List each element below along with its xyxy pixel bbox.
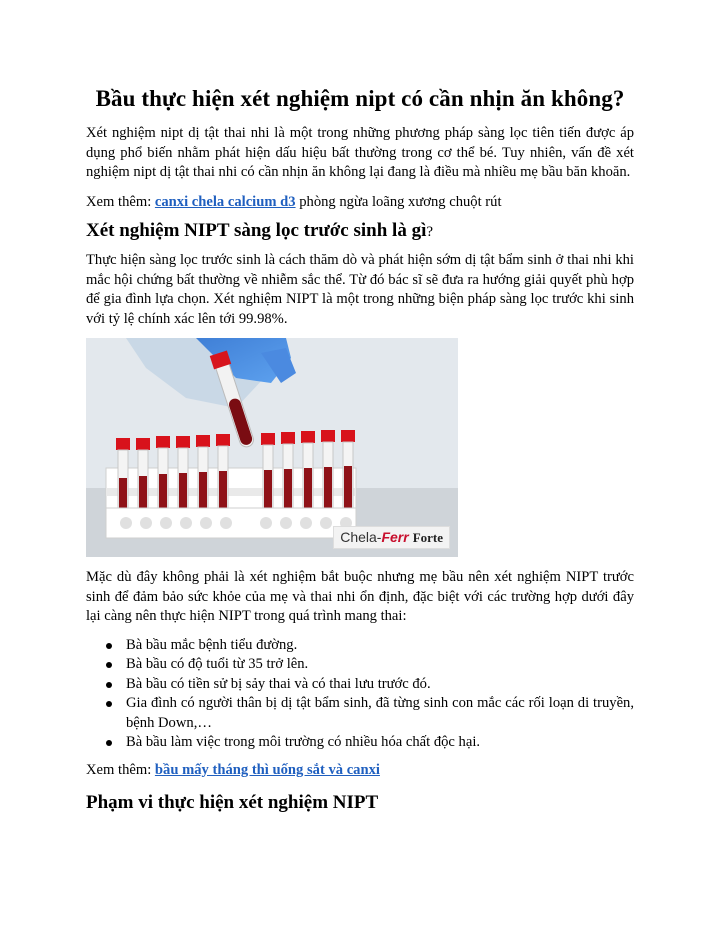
section-heading-nipt <box>86 218 634 245</box>
list-item: Bà bầu mắc bệnh tiểu đường. <box>126 636 634 656</box>
see-more-suffix: phòng ngừa loãng xương chuột rút <box>295 193 502 210</box>
section-heading-qmark: ? <box>426 224 434 240</box>
brand-watermark <box>333 526 450 549</box>
intro-paragraph: Xét nghiệm nipt dị tật thai nhi là một trong những phương pháp sàng lọc tiên tiến được áp dụng phổ biến nhằm phát hiện dấu hiệu bất thường trong cơ thể bé. Tuy nhiên, vấn đề xét nghiệm nipt dị tật thai nhi có cần nhịn ăn không lại đang là điều mà nhiều mẹ bầu băn khoăn. <box>86 125 634 180</box>
nipt-description-paragraph: Thực hiện sàng lọc trước sinh là cách thăm dò và phát hiện sớm dị tật bẩm sinh ở thai nhi khi mắc hội chứng bất thường về nhiễm sắc thể. Từ đó bác sĩ sẽ đưa ra hướng giải quyết phù hợp để gia đình lựa chọn. Xét nghiệm NIPT là một trong những biện pháp sàng lọc trước khi sinh với tỷ lệ chính xác lên tới 99.98%. <box>86 252 634 327</box>
see-more-2 <box>86 761 634 781</box>
brand-ferr: Ferr <box>381 529 409 545</box>
section-heading-text: Xét nghiệm NIPT sàng lọc trước sinh là gì <box>86 220 427 241</box>
section-heading-scope: Phạm vi thực hiện xét nghiệm NIPT <box>86 792 379 813</box>
brand-forte: Forte <box>412 530 443 545</box>
iron-calcium-link[interactable]: bầu mấy tháng thì uống sắt và canxi <box>154 761 380 778</box>
list-item: Bà bầu làm việc trong môi trường có nhiều hóa chất độc hại. <box>126 733 634 753</box>
see-more-1 <box>86 193 634 213</box>
blood-test-tubes-photo <box>86 338 458 557</box>
see-more-prefix: Xem thêm: <box>86 761 155 778</box>
recommendation-paragraph: Mặc dù đây không phải là xét nghiệm bắt buộc nhưng mẹ bầu nên xét nghiệm NIPT trước sinh để đảm bảo sức khỏe của mẹ và thai nhi ổn định, đặc biệt với các trường hợp dưới đây lại càng nên thực hiện NIPT trong quá trình mang thai: <box>86 569 634 624</box>
list-item: Bà bầu có độ tuổi từ 35 trở lên. <box>126 655 634 675</box>
canxi-chela-link[interactable]: canxi chela calcium d3 <box>154 193 296 210</box>
list-item: Bà bầu có tiền sử bị sảy thai và có thai lưu trước đó. <box>126 675 634 695</box>
risk-groups-list <box>86 636 634 753</box>
see-more-prefix: Xem thêm: <box>86 193 155 210</box>
test-tubes-illustration <box>86 338 458 557</box>
article-body <box>86 84 634 816</box>
brand-chela: Chela- <box>340 529 382 545</box>
article-title: Bầu thực hiện xét nghiệm nipt có cần nhịn ăn không? <box>95 86 625 111</box>
list-item: Gia đình có người thân bị dị tật bẩm sinh, đã từng sinh con mắc các rối loạn di truyền, bệnh Down,… <box>126 694 634 733</box>
